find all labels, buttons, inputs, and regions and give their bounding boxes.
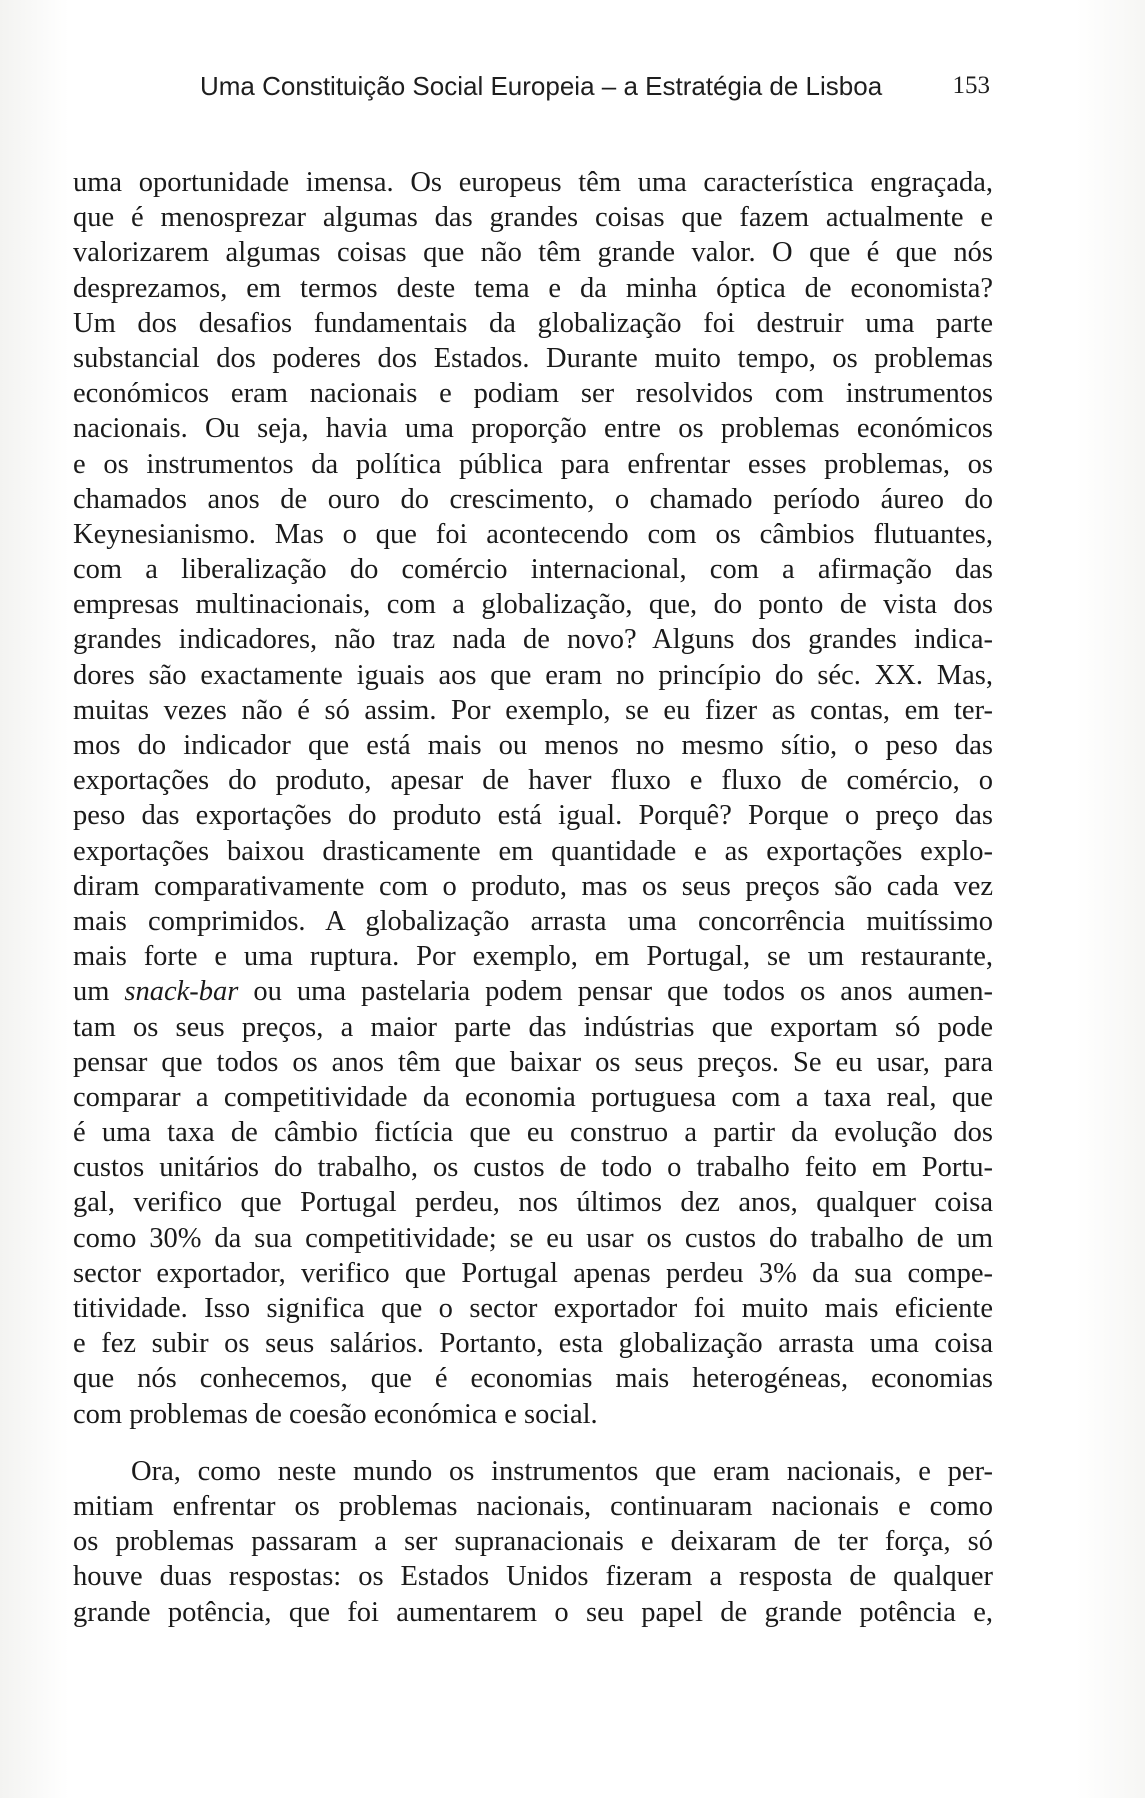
- paragraph-2: [73, 1454, 993, 1630]
- text-line: substancial dos poderes dos Estados. Durante muito tempo, os problemas: [73, 342, 993, 374]
- paragraph-gap: [73, 1432, 993, 1454]
- text-line: diram comparativamente com o produto, mas os seus preços são cada vez: [73, 870, 993, 902]
- text-line: os problemas passaram a ser supranacionais e deixaram de ter força, só: [73, 1526, 993, 1558]
- text-line: houve duas respostas: os Estados Unidos fizeram a resposta de qualquer: [73, 1561, 993, 1593]
- text-line: exportações do produto, apesar de haver fluxo e fluxo de comércio, o: [73, 765, 993, 797]
- body-text: [73, 165, 993, 1630]
- text-line: muitas vezes não é só assim. Por exemplo, se eu fizer as contas, em ter-: [73, 694, 993, 726]
- text-line: nacionais. Ou seja, havia uma proporção entre os problemas económicos: [73, 413, 993, 445]
- text-fragment: ou uma pastelaria podem pensar que todos os anos aumen-: [238, 976, 994, 1008]
- text-line: pensar que todos os anos têm que baixar os seus preços. Se eu usar, para: [73, 1046, 993, 1078]
- text-line: mais forte e uma ruptura. Por exemplo, em Portugal, se um restaurante,: [73, 941, 993, 973]
- text-line: como 30% da sua competitividade; se eu usar os custos do trabalho de um: [73, 1222, 993, 1254]
- text-line: tam os seus preços, a maior parte das indústrias que exportam só pode: [73, 1011, 993, 1043]
- text-line: Um dos desafios fundamentais da globalização foi destruir uma parte: [73, 307, 993, 339]
- text-line: mais comprimidos. A globalização arrasta uma concorrência muitíssimo: [73, 905, 993, 937]
- text-line: comparar a competitividade da economia portuguesa com a taxa real, que: [73, 1081, 993, 1113]
- text-line: mitiam enfrentar os problemas nacionais, continuaram nacionais e como: [73, 1490, 993, 1522]
- text-line: económicos eram nacionais e podiam ser resolvidos com instrumentos: [73, 378, 993, 410]
- text-fragment: um: [73, 976, 125, 1008]
- text-line: que nós conhecemos, que é economias mais heterogéneas, economias: [73, 1363, 993, 1395]
- running-head: [200, 66, 990, 106]
- text-line-last: com problemas de coesão económica e social.: [73, 1398, 598, 1430]
- text-line: grandes indicadores, não traz nada de novo? Alguns dos grandes indica-: [73, 624, 993, 656]
- text-line: uma oportunidade imensa. Os europeus têm uma característica engraçada,: [73, 167, 993, 198]
- text-line: grande potência, que foi aumentarem o seu papel de grande potência e,: [73, 1596, 993, 1628]
- text-line: desprezamos, em termos deste tema e da minha óptica de economista?: [73, 272, 993, 304]
- text-line: é uma taxa de câmbio fictícia que eu construo a partir da evolução dos: [73, 1117, 993, 1149]
- italic-term: snack-bar: [124, 976, 239, 1008]
- text-line: gal, verifico que Portugal perdeu, nos últimos dez anos, qualquer coisa: [73, 1187, 993, 1219]
- text-line: titividade. Isso significa que o sector exportador foi muito mais eficiente: [73, 1293, 993, 1324]
- text-line: peso das exportações do produto está igual. Porquê? Porque o preço das: [73, 800, 993, 832]
- text-line: sector exportador, verifico que Portugal apenas perdeu 3% da sua compe-: [73, 1257, 993, 1289]
- text-line: chamados anos de ouro do crescimento, o chamado período áureo do: [73, 483, 993, 515]
- text-line: valorizarem algumas coisas que não têm grande valor. O que é que nós: [73, 237, 993, 269]
- running-title: Uma Constituição Social Europeia – a Estratégia de Lisboa: [200, 71, 883, 101]
- text-line: empresas multinacionais, com a globalização, que, do ponto de vista dos: [73, 589, 993, 621]
- text-line: e fez subir os seus salários. Portanto, esta globalização arrasta uma coisa: [73, 1328, 993, 1360]
- text-line: custos unitários do trabalho, os custos de todo o trabalho feito em Portu-: [73, 1152, 993, 1184]
- text-line-indented: Ora, como neste mundo os instrumentos que eram nacionais, e per-: [131, 1455, 993, 1487]
- page-number: 153: [952, 72, 990, 99]
- text-line: Keynesianismo. Mas o que foi acontecendo com os câmbios flutuantes,: [73, 518, 993, 550]
- text-line: que é menosprezar algumas das grandes coisas que fazem actualmente e: [73, 202, 993, 234]
- text-line: mos do indicador que está mais ou menos no mesmo sítio, o peso das: [73, 730, 993, 761]
- text-line: com a liberalização do comércio internacional, com a afirmação das: [73, 554, 993, 586]
- text-line: dores são exactamente iguais aos que eram no princípio do séc. XX. Mas,: [73, 659, 993, 691]
- text-line: e os instrumentos da política pública para enfrentar esses problemas, os: [73, 448, 993, 480]
- paragraph-1: [73, 165, 993, 1432]
- text-line: exportações baixou drasticamente em quantidade e as exportações explo-: [73, 835, 993, 867]
- text-line-italic-term: [73, 974, 993, 1009]
